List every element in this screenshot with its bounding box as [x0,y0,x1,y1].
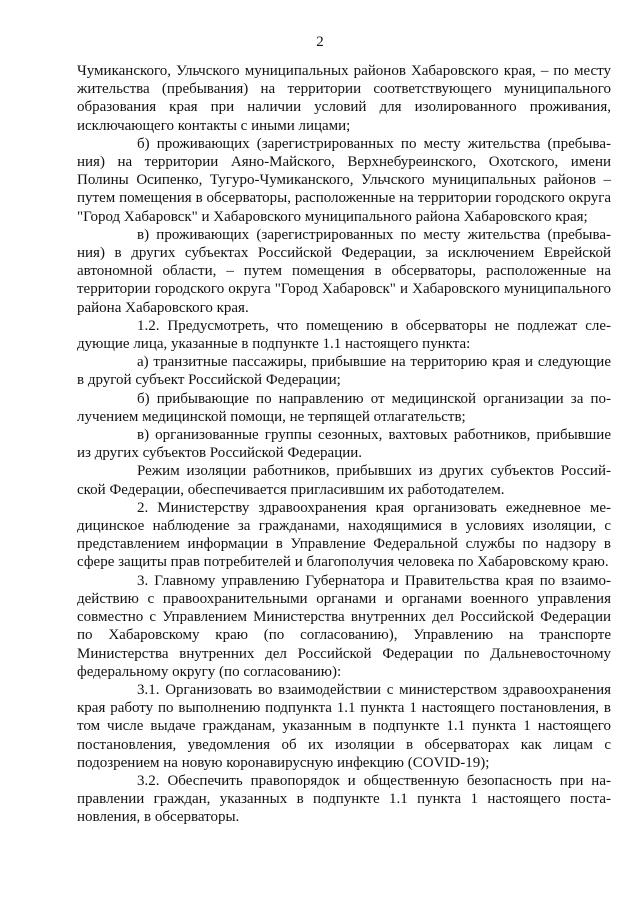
page-number: 2 [316,34,324,50]
paragraph-exception-v: в) организованные группы сезонных, вахтовых работников, прибывшие из других субъектов Российской Федерации. [77,427,611,462]
paragraph-subitem-v: в) проживающих (зарегистрированных по месту жительства (пребывания) в других субъектах Российской Федерации, за исключением Еврейской автономной области, – путем помещения в обсерваторы, расположенные на территории городского округа "Город Хабаровск" и Хабаровского муниципального района Хабаровского края. [77,226,611,316]
paragraph-clause-3: 3. Главному управлению Губернатора и Правительства края по взаимодействию с правоохранительными органами и органами военного управления совместно с Управлением Министерства внутренних дел Российской Федерации по Хабаровскому краю (по согласованию), Управлению на транспорте Министерства внутренних дел Российской Федерации по Дальневосточному федеральному округу (по согласованию): [77,572,611,680]
paragraph-clause-1-2: 1.2. Предусмотреть, что помещению в обсерваторы не подлежат следующие лица, указанные в подпункте 1.1 настоящего пункта: [77,317,611,353]
paragraph-exception-b: б) прибывающие по направлению от медицинской организации за получением медицинской помощи, не терпящей отлагательств; [77,390,611,425]
paragraph-isolation-regime: Режим изоляции работников, прибывших из других субъектов Российской Федерации, обеспечивается пригласившим их работодателем. [77,463,611,498]
paragraph-subitem-b: б) проживающих (зарегистрированных по месту жительства (пребывания) на территории Аяно-Майского, Верхнебуреинского, Охотского, имени Полины Осипенко, Тугуро-Чумиканского, Ульчского муниципальных районов – путем помещения в обсерваторы, расположенные на территории городского округа "Город Хабаровск" и Хабаровского муниципального района Хабаровского края; [77,135,611,225]
paragraph-exception-a: а) транзитные пассажиры, прибывшие на территорию края и следующие в другой субъект Российской Федерации; [77,354,611,389]
paragraph-clause-3-2: 3.2. Обеспечить правопорядок и общественную безопасность при направлении граждан, указанных в подпункте 1.1 пункта 1 настоящего постановления, в обсерваторы. [77,772,611,826]
paragraph-clause-3-1: 3.1. Организовать во взаимодействии с министерством здравоохранения края работу по выполнению подпункта 1.1 пункта 1 настоящего постановления, в том числе выдаче гражданам, указанным в подпункте 1.1 пункта 1 настоящего постановления, уведомления об их изоляции в обсерваторах как лицам с подозрением на новую коронавирусную инфекцию (COVID-19); [77,681,611,771]
paragraph-continuation: Чумиканского, Ульчского муниципальных районов Хабаровского края, – по месту жительства (пребывания) на территории соответствующего муниципального образования края при наличии условий для изолированного проживания, исключающего контакты с иными лицами; [77,63,611,134]
document-body [77,62,611,827]
paragraph-clause-2: 2. Министерству здравоохранения края организовать ежедневное медицинское наблюдение за гражданами, находящимися в условиях изоляции, с представлением информации в Управление Федеральной службы по надзору в сфере защиты прав потребителей и благополучия человека по Хабаровскому краю. [77,499,611,571]
